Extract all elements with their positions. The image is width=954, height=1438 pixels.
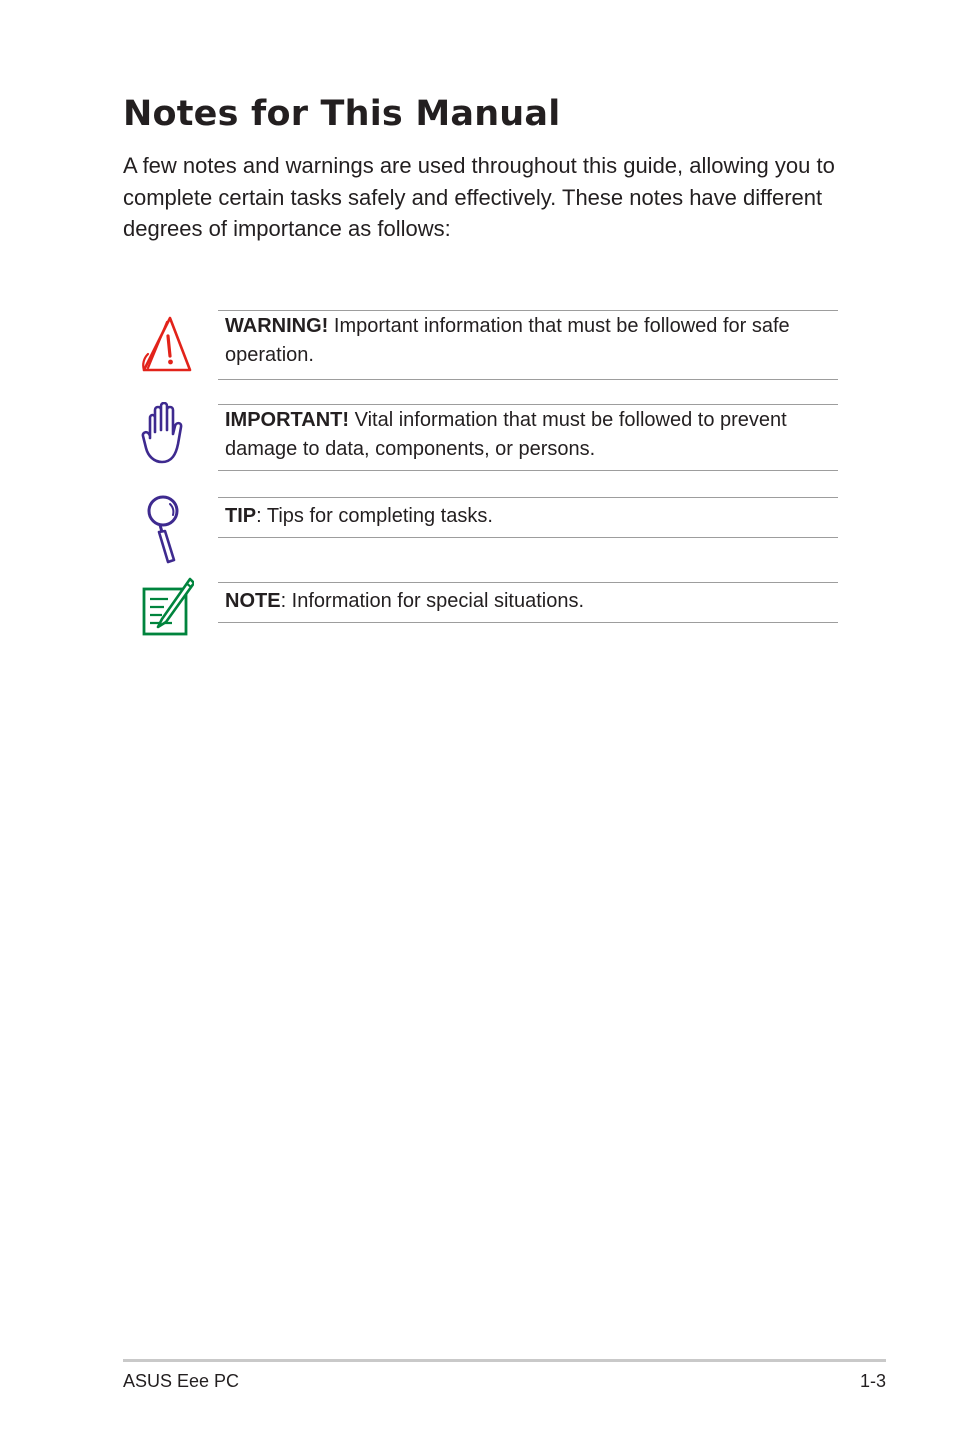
footer-page-number: 1-3 — [859, 1371, 886, 1391]
warning-text: Important information that must be followed for safe operation. — [225, 315, 790, 366]
warning-notice — [218, 310, 838, 380]
tip-label: TIP — [225, 505, 257, 527]
page-title: Notes for This Manual — [123, 94, 561, 134]
magnifier-icon — [142, 494, 184, 564]
tip-text: : Tips for completing tasks. — [256, 505, 493, 527]
footer-rule — [123, 1359, 886, 1362]
important-text: Vital information that must be followed to prevent damage to data, components, or persons. — [225, 409, 787, 460]
note-label: NOTE — [225, 590, 281, 612]
important-notice-text — [225, 406, 838, 464]
tip-notice-text — [225, 502, 838, 531]
warning-triangle-icon — [140, 314, 194, 374]
important-notice — [218, 404, 838, 471]
note-notice — [218, 582, 838, 623]
warning-label: WARNING! — [225, 315, 329, 337]
important-label: IMPORTANT! — [225, 409, 350, 431]
warning-notice-text — [225, 312, 838, 370]
footer-product-name: ASUS Eee PC — [123, 1371, 240, 1391]
note-notice-text — [225, 587, 838, 616]
note-pencil-icon — [142, 577, 194, 637]
intro-paragraph: A few notes and warnings are used throughout this guide, allowing you to complete certain tasks safely and effectively. These notes have different degrees of importance as follows: — [123, 153, 835, 241]
note-text: : Information for special situations. — [280, 590, 585, 612]
raised-hand-icon — [140, 402, 188, 466]
tip-notice — [218, 497, 838, 538]
